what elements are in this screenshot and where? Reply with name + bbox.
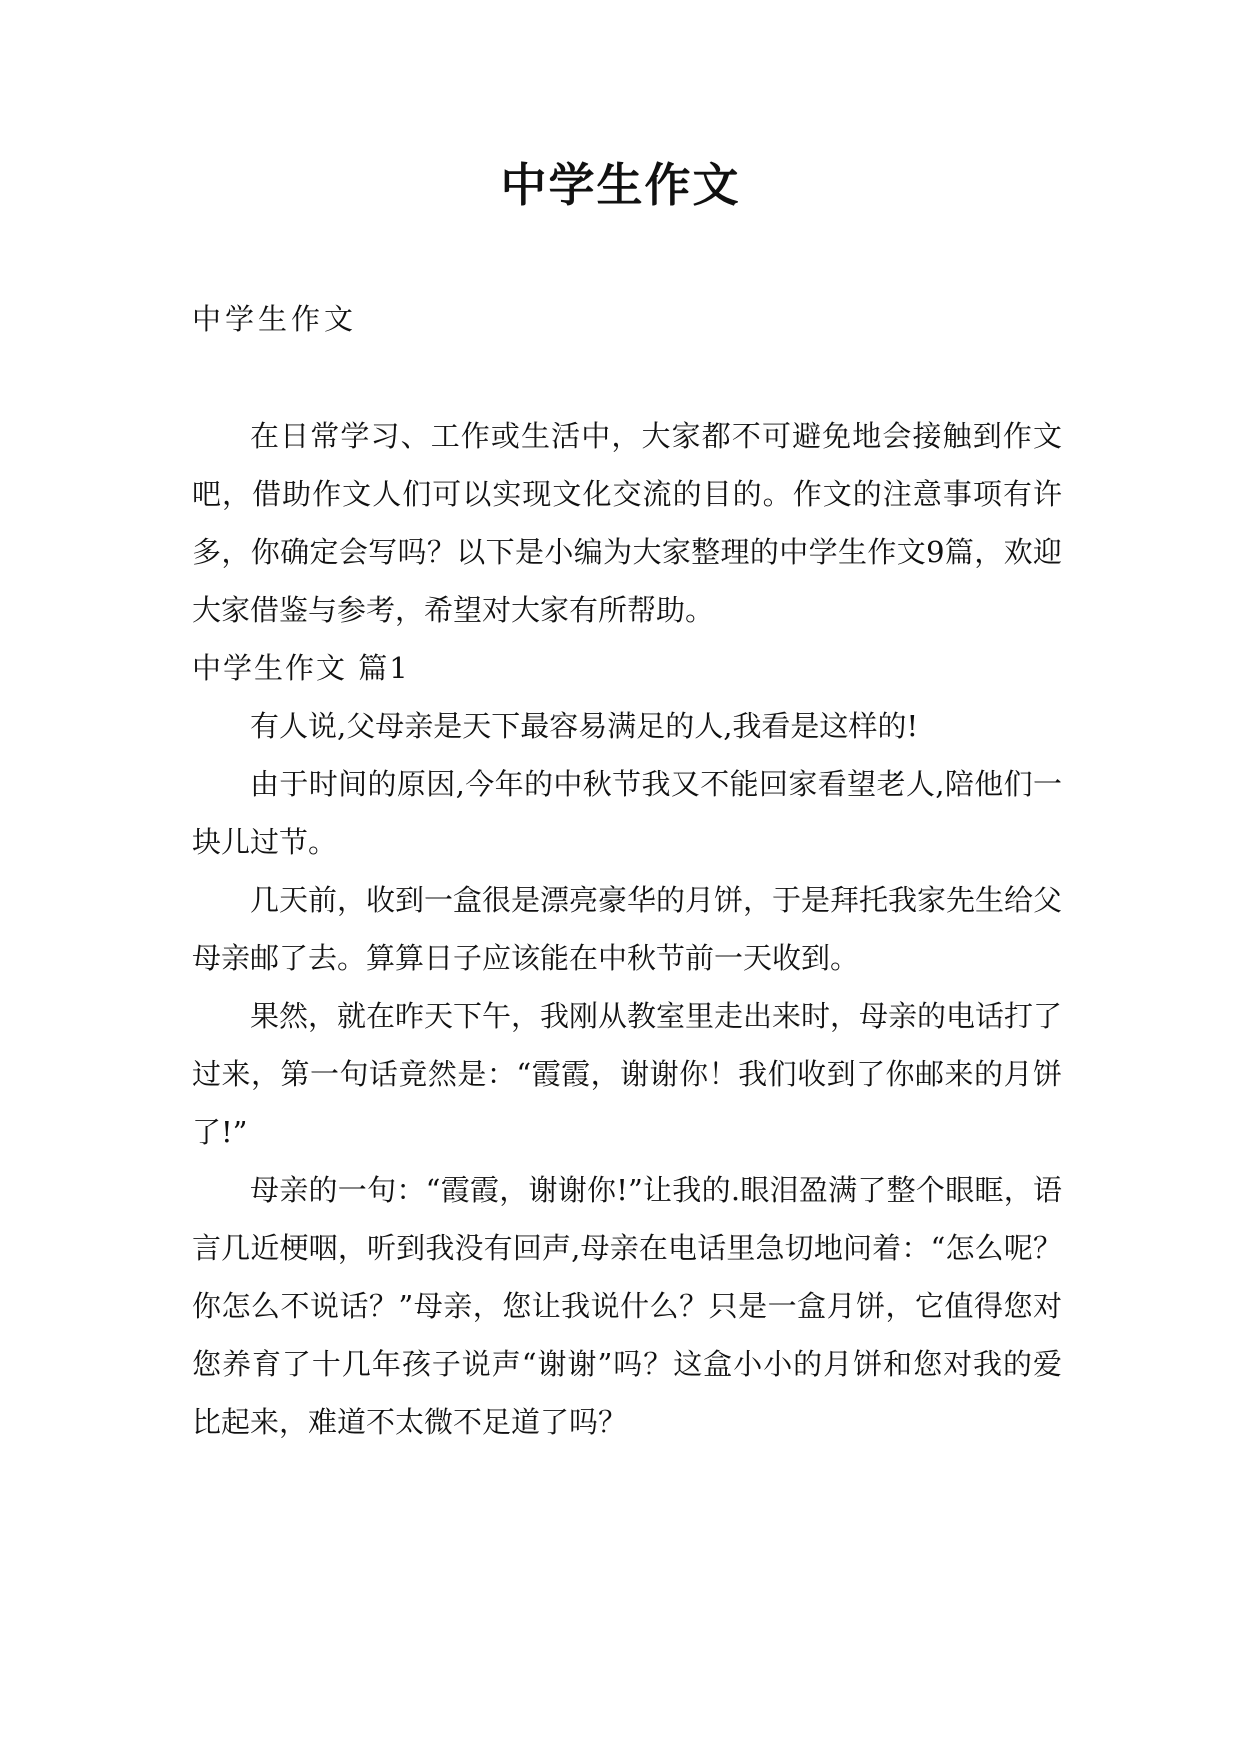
document-subtitle: 中学生作文 <box>192 302 358 336</box>
essay-paragraph-2: 由于时间的原因,今年的中秋节我又不能回家看望老人,陪他们一块儿过节。 <box>192 767 1062 859</box>
page-title: 中学生作文 <box>500 158 741 212</box>
paragraph-gap <box>192 348 1062 407</box>
essay-paragraph-5: 母亲的一句：“霞霞，谢谢你!”让我的.眼泪盈满了整个眼眶，语言几近梗咽，听到我没有回声,母亲在电话里急切地问着：“怎么呢？你怎么不说话？”母亲，您让我说什么？只是一盒月饼，它值得您对您养育了十几年孩子说声“谢谢”吗？这盒小小的月饼和您对我的爱比起来，难道不太微不足道了吗？ <box>192 1173 1062 1439</box>
intro-paragraph: 在日常学习、工作或生活中，大家都不可避免地会接触到作文吧，借助作文人们可以实现文化交流的目的。作文的注意事项有许多，你确定会写吗？以下是小编为大家整理的中学生作文9篇，欢迎大家借鉴与参考，希望对大家有所帮助。 <box>192 419 1062 627</box>
essay-paragraph-3: 几天前，收到一盒很是漂亮豪华的月饼，于是拜托我家先生给父母亲邮了去。算算日子应该能在中秋节前一天收到。 <box>192 883 1063 975</box>
essay-paragraph-4: 果然，就在昨天下午，我刚从教室里走出来时，母亲的电话打了过来，第一句话竟然是：“霞霞，谢谢你！我们收到了你邮来的月饼了!” <box>192 999 1063 1149</box>
document-body <box>192 290 1062 1451</box>
essay-paragraph-1: 有人说,父母亲是天下最容易满足的人,我看是这样的! <box>250 709 919 743</box>
section-heading: 中学生作文 篇1 <box>192 651 410 685</box>
